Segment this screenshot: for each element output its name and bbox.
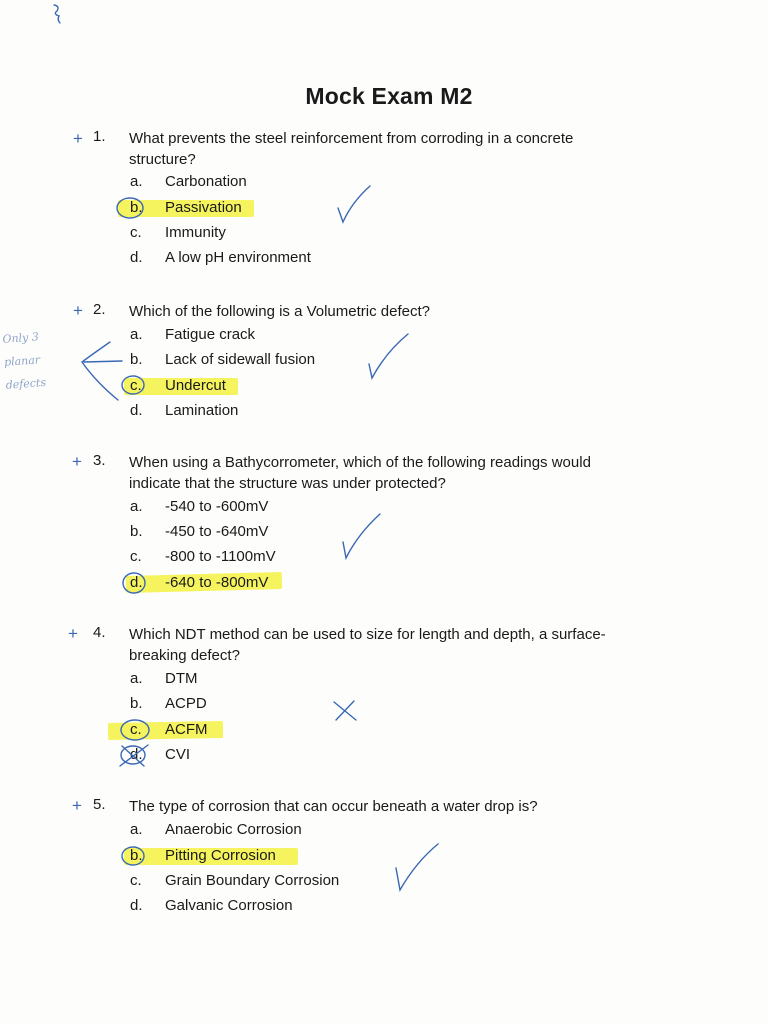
question-number: 4. [93,624,106,641]
option-letter: b. [130,199,143,216]
question-number: 5. [93,796,106,813]
crossed-answer-icon [114,742,154,770]
question-text: What prevents the steel reinforcement from corroding in a concrete structure? [129,130,574,168]
option-a[interactable] [0,821,768,841]
question-text: When using a Bathycorrometer, which of the following readings would indicate that the structure was under protected? [129,454,591,492]
option-text: Lamination [165,402,239,419]
margin-note [2,322,87,396]
option-text: -540 to -600mV [165,498,269,515]
question-number: 3. [93,452,106,469]
margin-note-line: Only 3 [2,330,40,346]
option-d[interactable] [0,574,768,594]
option-letter: d. [130,249,143,266]
plus-mark: + [73,129,83,148]
option-letter: a. [130,498,143,515]
option-c[interactable] [0,721,768,741]
option-a[interactable] [0,670,768,690]
option-a[interactable] [0,173,768,193]
option-text: -800 to -1100mV [165,548,276,565]
option-letter: c. [130,224,142,241]
option-d[interactable] [0,897,768,917]
plus-mark: + [72,796,82,815]
option-text: Fatigue crack [165,326,256,343]
tick-mark-icon [392,840,442,894]
option-letter: c. [130,548,142,565]
option-letter: b. [130,523,143,540]
option-c[interactable] [0,224,768,244]
option-text: -450 to -640mV [165,523,269,540]
tick-mark-icon [364,330,412,382]
question-text: The type of corrosion that can occur beneath a water drop is? [129,798,538,815]
answer-circle [112,196,146,222]
option-letter: c. [130,872,142,889]
question-number: 2. [93,301,106,318]
option-text: Pitting Corrosion [165,847,276,864]
option-c[interactable] [0,548,768,568]
option-text: Grain Boundary Corrosion [165,872,340,889]
option-text: Immunity [165,224,226,241]
option-text: CVI [165,746,191,763]
option-letter: b. [130,351,143,368]
option-letter: b. [130,695,143,712]
margin-note-line: planar [3,353,41,369]
option-b[interactable] [0,695,768,715]
option-a[interactable] [0,498,768,518]
tick-mark-icon [334,182,374,228]
question-number: 1. [93,128,106,145]
option-letter: a. [130,670,143,687]
question-text: Which of the following is a Volumetric defect? [129,303,430,320]
option-c[interactable] [0,872,768,892]
option-text: DTM [165,670,198,687]
option-d[interactable] [0,249,768,269]
page-title: Mock Exam M2 [305,83,473,109]
question-text: Which NDT method can be used to size for length and depth, a surface-breaking defect? [129,626,606,664]
option-letter: d. [130,746,143,763]
option-letter: c. [130,377,142,394]
tick-mark-icon [338,510,384,562]
answer-circle [120,571,150,597]
option-letter: c. [130,721,142,738]
option-text: -640 to -800mV [165,574,269,591]
option-text: Undercut [165,377,226,394]
option-b[interactable] [0,847,768,867]
option-letter: d. [130,574,143,591]
option-text: A low pH environment [165,249,311,266]
option-letter: d. [130,897,143,914]
margin-note-line: defects [5,375,47,392]
plus-mark: + [72,452,82,471]
corner-scribble [48,2,68,26]
option-text: ACPD [165,695,207,712]
option-text: Passivation [165,199,242,216]
cross-mark-icon [330,698,360,724]
option-text: ACFM [165,721,208,738]
option-letter: a. [130,173,143,190]
option-text: Galvanic Corrosion [165,897,293,914]
option-b[interactable] [0,523,768,543]
option-text: Lack of sidewall fusion [165,351,316,368]
option-text: Carbonation [165,173,247,190]
answer-circle [118,718,154,744]
option-letter: d. [130,402,143,419]
option-d[interactable] [0,402,768,422]
option-letter: a. [130,821,143,838]
option-letter: b. [130,847,143,864]
option-text: Anaerobic Corrosion [165,821,302,838]
plus-mark: + [68,624,78,643]
plus-mark: + [73,301,83,320]
answer-circle [119,845,149,869]
option-letter: a. [130,326,143,343]
